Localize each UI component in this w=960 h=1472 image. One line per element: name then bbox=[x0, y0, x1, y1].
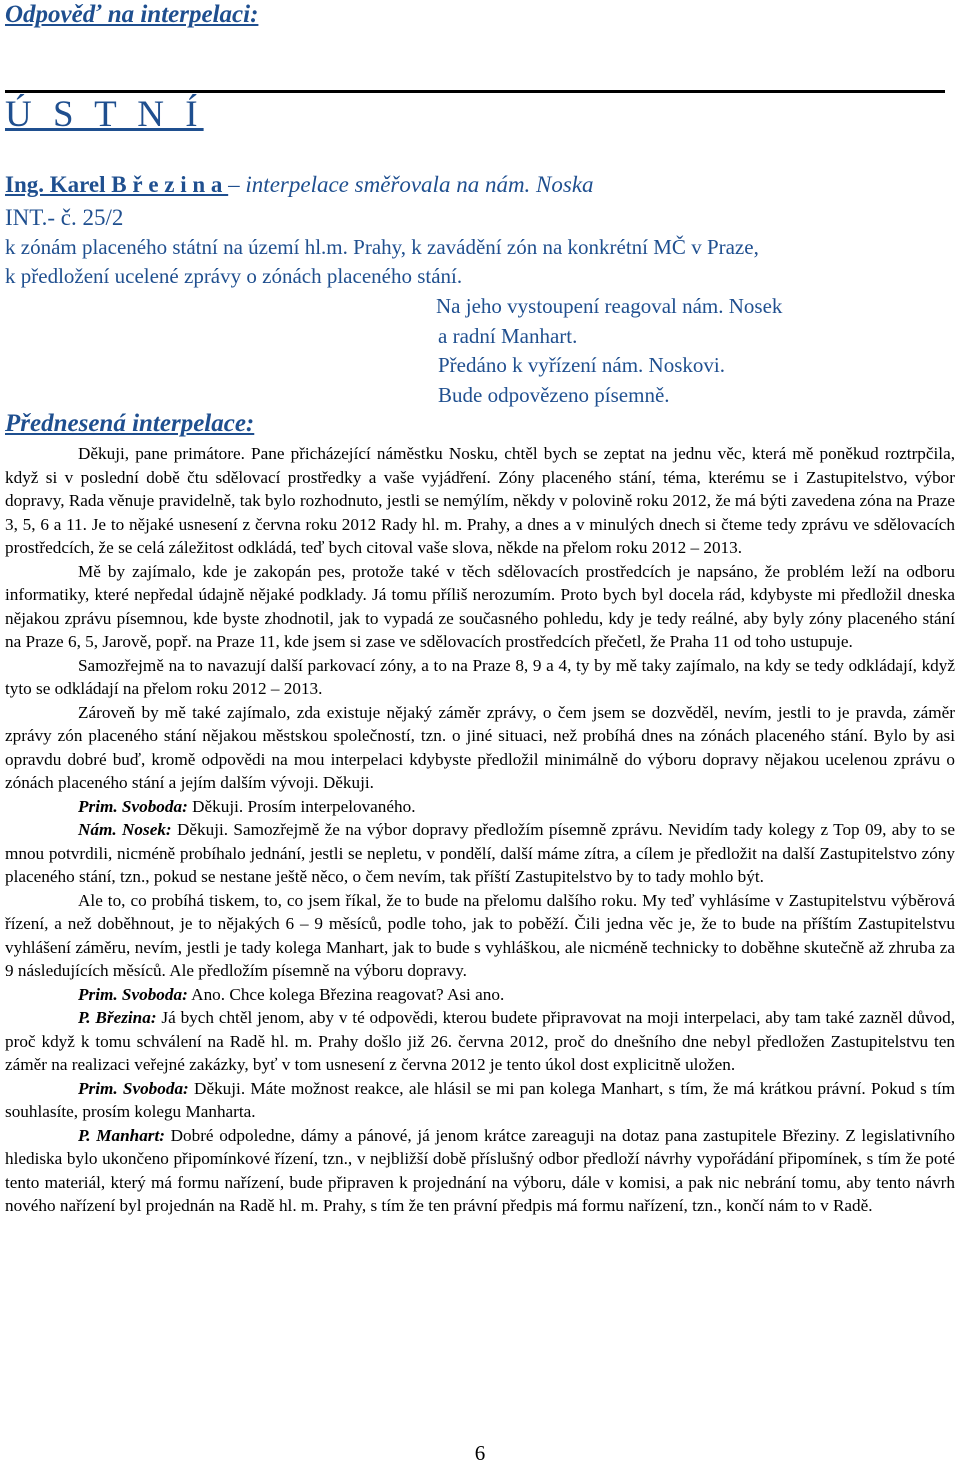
speech-text: Ano. Chce kolega Březina reagovat? Asi ano. bbox=[187, 984, 505, 1004]
speech-text: Dobré odpoledne, dámy a pánové, já jenom krátce zareaguji na dotaz pana zastupitele Březiny. Z legislativního hlediska bylo ukončeno připomínkové řízení, tzn., v nejbližší době příslušný odbor předloží návrhy vypořádání připomínek, s tím že poté tento materiál, který má formu nařízení, bude připraven k projednání na výboru, dále v komisi, a pak nic nebrání tomu, aby tento návrh nového nařízení byl projednán na Radě hl. m. Prahy, s tím že ten právní předpis má formu nařízení, tzn., končí nám to v Radě. bbox=[5, 1125, 955, 1215]
answer-heading: Odpověď na interpelaci: bbox=[5, 1, 259, 28]
paragraph: Samozřejmě na to navazují další parkovací zóny, a to na Praze 8, 9 a 4, ty by mě taky zajímalo, na kdy se tedy odkládají, když tyto se odkládají na přelom roku 2012 – 2013. bbox=[5, 655, 955, 698]
speaker-label: Prim. Svoboda: bbox=[78, 796, 188, 816]
speaker-label: P. Březina: bbox=[78, 1008, 157, 1027]
paragraph: Ale to, co probíhá tiskem, to, co jsem říkal, že to bude na přelomu dalšího roku. My teď vyhlásíme v Zastupitelstvu výběrová řízení, a než doběhnout, je to nějakých 6 – 9 měsíců, podle toho, jak to poběží. Čili jedna věc je, že to bude na příštím Zastupitelstvu vyhlášení záměru, nevím, jestli je tady kolega Manhart, jak to bude s vyhláškou, ale nicméně technicky to doběhne skutečně až zhruba za 9 následujících měsíců. Ale předložím písemně na výboru dopravy. bbox=[5, 890, 955, 980]
mp-name: Ing. Karel B ř e z i n a bbox=[5, 172, 229, 197]
paragraph: Zároveň by mě také zajímalo, zda existuje nějaký záměr zprávy, o čem jsem se dozvěděl, nevím, jestli to je pravda, záměr zprávy zón placeného stání nějakou městskou společností, tzn. o jiné situaci, než probíhá dnes na zónách placeného stání. Bylo by asi opravdu dobré buď, kromě odpovědi na mou interpelaci kdybyste předložil minimálně do výboru dopravy nějakou ucelenou zprávu o zónách placeného stání a jejím dalším vývoji. Děkuji. bbox=[5, 702, 955, 792]
interpellation-topic bbox=[5, 233, 945, 291]
paragraph bbox=[5, 818, 955, 889]
interpellation-number: INT.- č. 25/2 bbox=[5, 205, 124, 230]
note-line: Na jeho vystoupení reagoval nám. Nosek bbox=[436, 294, 783, 318]
speaker-label: P. Manhart: bbox=[78, 1125, 165, 1145]
paragraph: Děkuji, pane primátore. Pane přicházející náměstku Nosku, chtěl bych se zeptat na jednu věc, která mě poněkud roztrpčila, když si v poslední době čtu sdělovací prostředky a vaše vyjádření. Zóny placeného stání, téma, kterému se i Zastupitelstvo, výbor dopravy, Rada věnuje pravidelně, tak bylo rozhodnuto, jestli se nemýlím, někdy v polovině roku 2012, že má býti zavedena zóna na Praze 3, 5, 6 a 11. Je to nějaké usnesení z června roku 2012 Rady hl. m. Prahy, a dnes a v minulých dnech si čteme tedy zprávu ve sdělovacích prostředcích, že se celá záležitost odkládá, teď bych citoval vaše slova, někde na přelom roku 2012 – 2013. bbox=[5, 444, 955, 557]
paragraph: Mě by zajímalo, kde je zakopán pes, protože také v těch sdělovacích prostředcích je napsáno, že problém leží na odboru informatiky, které nepředal údajně nějaké podklady. Já tomu příliš nerozumím. Proto bych byl docela rád, kdybyste mi předložil dneska nějakou zprávu písemnou, kde byste zhodnotil, jak to vypadá ze současného pohledu, kdy je tedy reálné, aby byly zóny placeného stání na Praze 6, 5, Jarově, popř. na Praze 11, kde jsem si zase ve sdělovacích prostředcích přečetl, že Praha 11 od toho ustupuje. bbox=[5, 561, 955, 651]
transcript-body bbox=[5, 442, 955, 1218]
speaker-label: Prim. Svoboda: bbox=[78, 984, 188, 1004]
note-line: Předáno k vyřízení nám. Noskovi. bbox=[438, 353, 725, 377]
speaker-label: Nám. Nosek: bbox=[78, 820, 172, 839]
topic-line: k předložení ucelené zprávy o zónách placeného stání. bbox=[5, 264, 463, 288]
paragraph bbox=[5, 1006, 955, 1077]
district-title: Ú S T N Í bbox=[5, 94, 204, 135]
paragraph bbox=[5, 1124, 955, 1218]
mp-line bbox=[5, 170, 594, 200]
speech-text: Děkuji. Máte možnost reakce, ale hlásil se mi pan kolega Manhart, s tím, že má krátkou právní. Pokud s tím souhlasíte, prosím kolegu Manharta. bbox=[5, 1078, 956, 1121]
speech-text: Děkuji. Prosím interpelovaného. bbox=[187, 796, 416, 816]
speaker-label: Prim. Svoboda: bbox=[78, 1078, 189, 1098]
interpellation-target: – interpelace směřovala na nám. Noska bbox=[228, 172, 594, 197]
paragraph bbox=[5, 1077, 955, 1124]
paragraph bbox=[5, 983, 955, 1007]
note-line: Bude odpovězeno písemně. bbox=[438, 382, 670, 407]
presented-heading: Přednesená interpelace: bbox=[5, 410, 255, 437]
page-number: 6 bbox=[474, 1441, 486, 1465]
speech-text: Já bych chtěl jenom, aby v té odpovědi, kterou budete připravovat na moji interpelaci, aby tam také zazněl důvod, proč když k tomu schválení na Radě hl. m. Prahy došlo již 26. června 2012, proč do dnešního dne nebyl předložen Zastupitelstvu ten záměr na realizaci veřejné zakázky, byť v tom usnesení z června 2012 je tento úkol dost explicitně uložen. bbox=[5, 1008, 956, 1074]
paragraph bbox=[5, 795, 955, 819]
topic-line: k zónám placeného státní na území hl.m. Prahy, k zavádění zón na konkrétní MČ v Praze, bbox=[5, 235, 759, 259]
interpellation-notes bbox=[438, 292, 782, 410]
speech-text: Děkuji. Samozřejmě že na výbor dopravy předložím písemně zprávu. Nevidím tady kolegy z Top 09, aby to se mnou potvrdili, nicméně probíhalo jednání, jestli se nepletu, v pondělí, další máme zítra, a cílem je předložit na další Zastupitelstvo zóny placeného stání, tzn., pokud se nestane ještě něco, o čem nevím, tak příští Zastupitelstvo by to tady mohlo být. bbox=[5, 820, 955, 886]
note-line: a radní Manhart. bbox=[438, 323, 578, 348]
